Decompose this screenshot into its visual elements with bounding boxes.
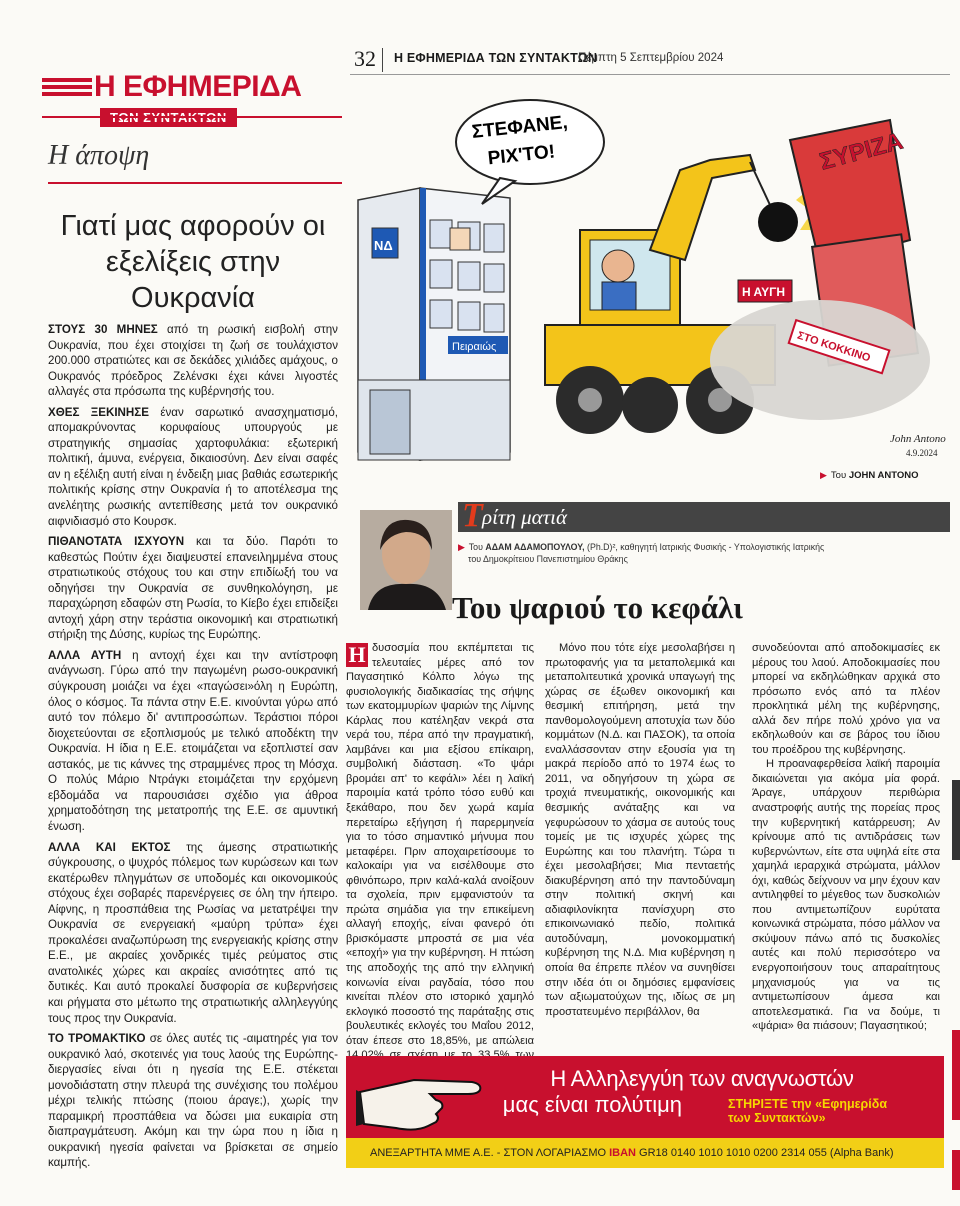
ad-title: Η Αλληλεγγύη των αναγνωστών bbox=[550, 1066, 854, 1091]
opinion-paragraph: ΣΤΟΥΣ 30 ΜΗΝΕΣ από τη ρωσική εισβολή στην Ουκρανία, που έχει στοιχίσει τη ζωή σε τουλάχιστον 200.000 στρατιώτες και σε δεκάδες χιλιάδες αμάχους, ο Ουκρανός πρόεδρος Ζελένσκι έχει κάνει λιγοστές αλλαγές στα πρόσωπα της κυβέρνησής του. bbox=[48, 323, 338, 399]
opinion-paragraph: ΑΛΛΑ ΑΥΤΗ η αντοχή έχει και την αντίστροφη ανάγνωση. Γύρω από την παγωμένη ρωσο-ουκρανική σύγκρουση μοιάζει να έχει «παγώσει»όλη η Ευρώπη, όλος ο κόσμος. Τα πάντα στην Ε.Ε. κινούνται γύρω από αυτό τον πόλεμο δι' αντιπροσώπων. Τεράστιοι πόροι διοχετεύονται σε εξοπλισμούς με τελικό αποδέκτη την Ουκρανία. Η ίδια η Ε.Ε. ετοιμάζεται να εξοπλιστεί σαν αστακός, με τις κάννες της στραμμένες προς τη Μόσχα. Ο πολύς Μάριο Ντράγκι ετοιμάζεται την ερχόμενη εβδομάδα να παρουσιάσει σχέδιο για άθροα χρηματοδότηση της μετατροπής της Ε.Ε. σε αμυντική ένωση. bbox=[48, 648, 338, 833]
author-byline: ▶ Του ΑΔΑΜ ΑΔΑΜΟΠΟΥΛΟΥ, (Ph.D)², καθηγητή Ιατρικής Φυσικής - Υπολογιστικής Ιατρικής του Δημοκρίτειου Πανεπιστημίου Θράκης bbox=[458, 542, 825, 564]
logo-main-text: Η ΕΦΗΜΕΡΙΔΑ bbox=[94, 70, 302, 103]
speech-bubble bbox=[456, 100, 604, 204]
newspaper-logo[interactable] bbox=[42, 70, 342, 150]
party-sign-text: ΣΥΡΙΖΑ bbox=[816, 127, 906, 176]
page-header bbox=[350, 46, 950, 72]
triangle-bullet-icon: ▶ bbox=[820, 470, 827, 480]
left-column bbox=[42, 40, 342, 1180]
article-column-1 bbox=[346, 641, 534, 1077]
party-headquarters-building bbox=[358, 188, 510, 460]
article-column-2 bbox=[545, 641, 735, 1019]
header-paper-name: Η ΕΦΗΜΕΡΙΔΑ ΤΩΝ ΣΥΝΤΑΚΤΩΝ bbox=[394, 51, 598, 65]
header-separator bbox=[382, 48, 383, 72]
cartoonist-signature: John Antono bbox=[890, 433, 946, 445]
opinion-paragraph: ΧΘΕΣ ΞΕΚΙΝΗΣΕ έναν σαρωτικό ανασχηματισμό, απομακρύνοντας κορυφαίους υπουργούς με στρατηγικής σημασίας χαρτοφυλάκια: εξωτερική πολιτική, άμυνα, ενέργεια, δικαιοσύνη. Δεν είναι σαφές αν η εξέλιξη αυτή είναι η ένδειξη μιας βαθιάς εσωτερικής πολιτικής κρίσης στην Ουκρανία ή το αποτέλεσμα της ανελέητης ρωσικής αντεπίθεσης μετά τον ουκρανικό αιφνιδιασμό στο Κουρσκ. bbox=[48, 405, 338, 528]
logo-stripes-icon bbox=[42, 78, 92, 102]
edge-marker bbox=[952, 1030, 960, 1120]
article-title: Του ψαριού το κεφάλι bbox=[452, 590, 743, 625]
page-number: 32 bbox=[354, 46, 376, 71]
ad-subtitle: μας είναι πολύτιμη bbox=[502, 1092, 682, 1117]
cartoon-date: 4.9.2024 bbox=[906, 448, 938, 458]
article-column-3 bbox=[752, 641, 940, 1034]
ad-cta[interactable]: ΣΤΗΡΙΞΤΕ την «Εφημερίδα των Συντακτών» bbox=[728, 1097, 888, 1125]
pointing-hand-icon bbox=[356, 1062, 486, 1136]
triangle-bullet-icon: ▶ bbox=[458, 542, 465, 552]
nd-sign-text: ΝΔ bbox=[374, 238, 393, 253]
political-cartoon bbox=[350, 80, 950, 465]
ad-bank-info: ΑΝΕΞΑΡΤΗΤΑ ΜΜΕ Α.Ε. - ΣΤΟΝ ΛΟΓΑΡΙΑΣΜΟ IBAN GR18 0140 1010 1010 0200 2314 055 (Alpha Bank) bbox=[370, 1147, 894, 1159]
article-text: δυσοσμία που εκπέμπεται τις τελευταίες μέρες από τον Παγασητικό Κόλπο λόγω της φυσιολογικής διαδικασίας της σήψης των εκατομμυρίων ψαριών της Λίμνης Κάρλας που κατέληξαν νεκρά στα νερά του, πέρα από την πραγματική, λαμβάνει και μια εξίσου επίκαιρη, συμβολική διάσταση. «Το ψάρι βρομάει απ' το κεφάλι» λέει η λαϊκή παροιμία κατά τρόπο τόσο ευθύ και ξεκάθαρο, που δεν χωρά καμία περεταίρω εξήγηση ή παρερμηνεία για το τόσο σημαντικό μήνυμα που μεταφέρει. Πριν αποχαιρετίσουμε το καλοκαίρι για να εισέλθουμε στο φθινόπωρο, πριν καλά-καλά ανοίξουν τα σχολεία, πριν εμφανιστούν τα πρώτα σημάδια για την επικείμενη αλλαγή εποχής, είναι φανερό ότι βρισκόμαστε μπροστά σε μια νέα «εποχή» για την κυβέρνηση. Η πτώση της αποδοχής της από την ελληνική κοινωνία είναι ραγδαία, τόσο που κινείται πλέον στο ιστορικό χαμηλό εκλογικό ποσοστό της παράταξης στις βουλευτικές εκλογές του Μαΐου 2012, όταν έπεσε στο 18,85%, με απώλεια bbox=[346, 642, 534, 1047]
article-paragraph: συνοδεύονται από αποδοκιμασίες εκ μέρους του λαού. Αποδοκιμασίες που μπορεί να εκδηλώθηκαν αρχικά στο πρόσωπο ενός από τα πλέον προκλητικά μέλη της κυβέρνησης, αλλά δεν πήρε πολύ χρόνο για να εκδηλωθούν και σε βάρος του ίδιου του προέδρου της κυβέρνησης. bbox=[752, 642, 940, 756]
drop-cap: Η bbox=[346, 643, 368, 667]
header-date: Πέμπτη 5 Σεπτεμβρίου 2024 bbox=[578, 52, 724, 64]
section-divider bbox=[48, 182, 342, 184]
opinion-title: Γιατί μας αφορούν οι εξελίξεις στην Ουκρανία bbox=[60, 210, 326, 314]
bubble-line-2: ΡΙΧ'ΤΟ! bbox=[486, 141, 557, 170]
opinion-body bbox=[48, 322, 338, 1176]
opinion-paragraph: ΤΟ ΤΡΟΜΑΚΤΙΚΟ σε όλες αυτές τις -αιματηρές για τον ουκρανικό λαό, σκοτεινές για τους λαούς της Ευρώπης- διεργασίες είναι ότι η ηγεσία της Ε.Ε. στέκεται μονοδιάστατη στην πλευρά της συνέχισης του πολέμου μέχρι τελικής πτώσης (ποιου άραγε;), χωρίς την παραμικρή προσπάθεια να δώσει μια ευκαιρία στη διαπραγμάτευση. Ακόμη και την ώρα που η ίδια η ουκρανική ηγεσία φαίνεται να βρίσκεται σε σημείο καμπής. bbox=[48, 1032, 338, 1170]
opinion-paragraph: ΠΙΘΑΝΟΤΑΤΑ ΙΣΧΥΟΥΝ και τα δύο. Παρότι το καθεστώς Πούτιν έχει διαψευστεί επανειλημμένα στους στρατιωτικούς στόχους του και στην επιδίωξή του να οδηγήσει την Ουκρανία σε συνθηκολόγηση, με παραχώρηση εδαφών στη Ρωσία, το Κίεβο έχει επιδείξει αντοχή χάρη στην τεράστια οικονομική και στρατιωτική στήριξη της Δύσης, κυρίως της Ευρώπης. bbox=[48, 535, 339, 642]
cartoon-credit: ▶ Του JOHN ANTONO bbox=[820, 470, 919, 481]
column-label: ρίτη ματιά bbox=[482, 505, 568, 529]
opinion-paragraph: ΑΛΛΑ ΚΑΙ ΕΚΤΟΣ της άμεσης στρατιωτικής σύγκρουσης, ο ψυχρός πόλεμος των κυρώσεων και των εκατέρωθεν πληγμάτων σε υποδομές και οικονομικούς στόχους έχει σοβαρές παρενέργειες σε όλη την ήπειρο. Αίφνης, η προσπάθεια της Ρωσίας να μετατρέψει την Ουκρανία σε ενεργειακή «μαύρη τρύπα» έχει προκαλέσει αναζωπύρωση της ενεργειακής κρίσης στην Ε.Ε., με ακραίες χονδρικές τιμές ρεύματος στις ανατολικές χώρες και ακραίες ανισότητες από τις δυτικές. Και αυτό προκαλεί δυσφορία σε κυβερνήσεις και ρήγματα στο μέτωπο της στρατιωτικής αλληλεγγύης τους προς την Ουκρανία. bbox=[48, 840, 338, 1025]
edge-marker bbox=[952, 1150, 960, 1190]
author-portrait-image bbox=[360, 510, 452, 610]
article-paragraph: Η προαναφερθείσα λαϊκή παροιμία δικαιώνεται για ακόμα μία φορά. Άραγε, υπάρχουν περιθώρια αναστροφής αυτής της πορείας προς την κυβερνητική κατάρρευση; Αν κρίνουμε από τις αντιδράσεις των κυβερνώντων, είτε στα υψηλά είτε στα χαμηλά ιεραρχικά στρώματα, μάλλον όχι, καθώς δείχνουν να μην έχουν καν αντιληφθεί το μέγεθος των δυσκολιών που αντιμετωπίζουν ευρύτατα κοινωνικά στρώματα, πόσο μάλλον να σκύψουν πάνω από τις δυσκολίες αυτές και πολύ περισσότερο να ενεργοποιήσουν τους απαραίτητους μηχανισμούς για να τις αντιμετωπίσουν άμεσα και αποτελεσματικά. Για να δούμε, τι «ψάρια» θα πιάσουν; Παγασητικού; bbox=[752, 758, 940, 1033]
stack-sign-text: ΣΤΟ ΚΟΚΚΙΝΟ bbox=[795, 329, 872, 365]
article-paragraph: Μόνο που τότε είχε μεσολαβήσει η πρωτοφανής για τα μεταπολεμικά και μεταπολιτευτικά χρονικά υπαγωγή της χώρας σε έξωθεν οικονομική και θεσμική επιτήρηση, μετά την πανθομολογούμενη αποτυχία των δύο κομμάτων (Ν.Δ. και ΠΑΣΟΚ), τα οποία εναλλάσσονταν στην εξουσία για τη μακρά περίοδο από το 1974 έως το 2011, να οδηγήσουν τη χώρα σε τροχιά πνευματικής, οικονομικής και θεσμικής ανάταξης και να γεφυρώσουν το χάσμα σε αυτούς τους τομείς με τις ισχυρές χώρες της Ευρώπης και του πλανήτη. Τώρα τι έχει μεσολαβήσει; Μια πενταετής διακυβέρνηση από την παντοδύναμη στην πολιτική σκηνή και αδιαφιλονίκητα πανίσχυρη στο επικοινωνιακό πεδίο, πολιτικά αυτοδύναμη, μονοκομματική κυβέρνηση της Ν.Δ. Μια κυβέρνηση η οποία θα έπρεπε πλέον να συνηθίσει στην ιδέα ότι οι δημόσιες εμφανίσεις των αξιωματούχων της, ιδίως σε μη προστατευμένο περιβάλλον, θα bbox=[545, 642, 735, 1018]
logo-divider bbox=[42, 116, 342, 118]
author-photo bbox=[360, 510, 452, 610]
header-rule bbox=[350, 74, 950, 75]
newspaper-sign-text: Η ΑΥΓΗ bbox=[742, 285, 786, 299]
building-sign-text: Πειραιώς bbox=[452, 341, 497, 353]
section-label: Η άποψη bbox=[48, 140, 150, 171]
edge-marker bbox=[952, 780, 960, 860]
column-label-initial: Τ bbox=[462, 497, 483, 534]
bubble-line-1: ΣΤΕΦΑΝΕ, bbox=[470, 112, 569, 144]
